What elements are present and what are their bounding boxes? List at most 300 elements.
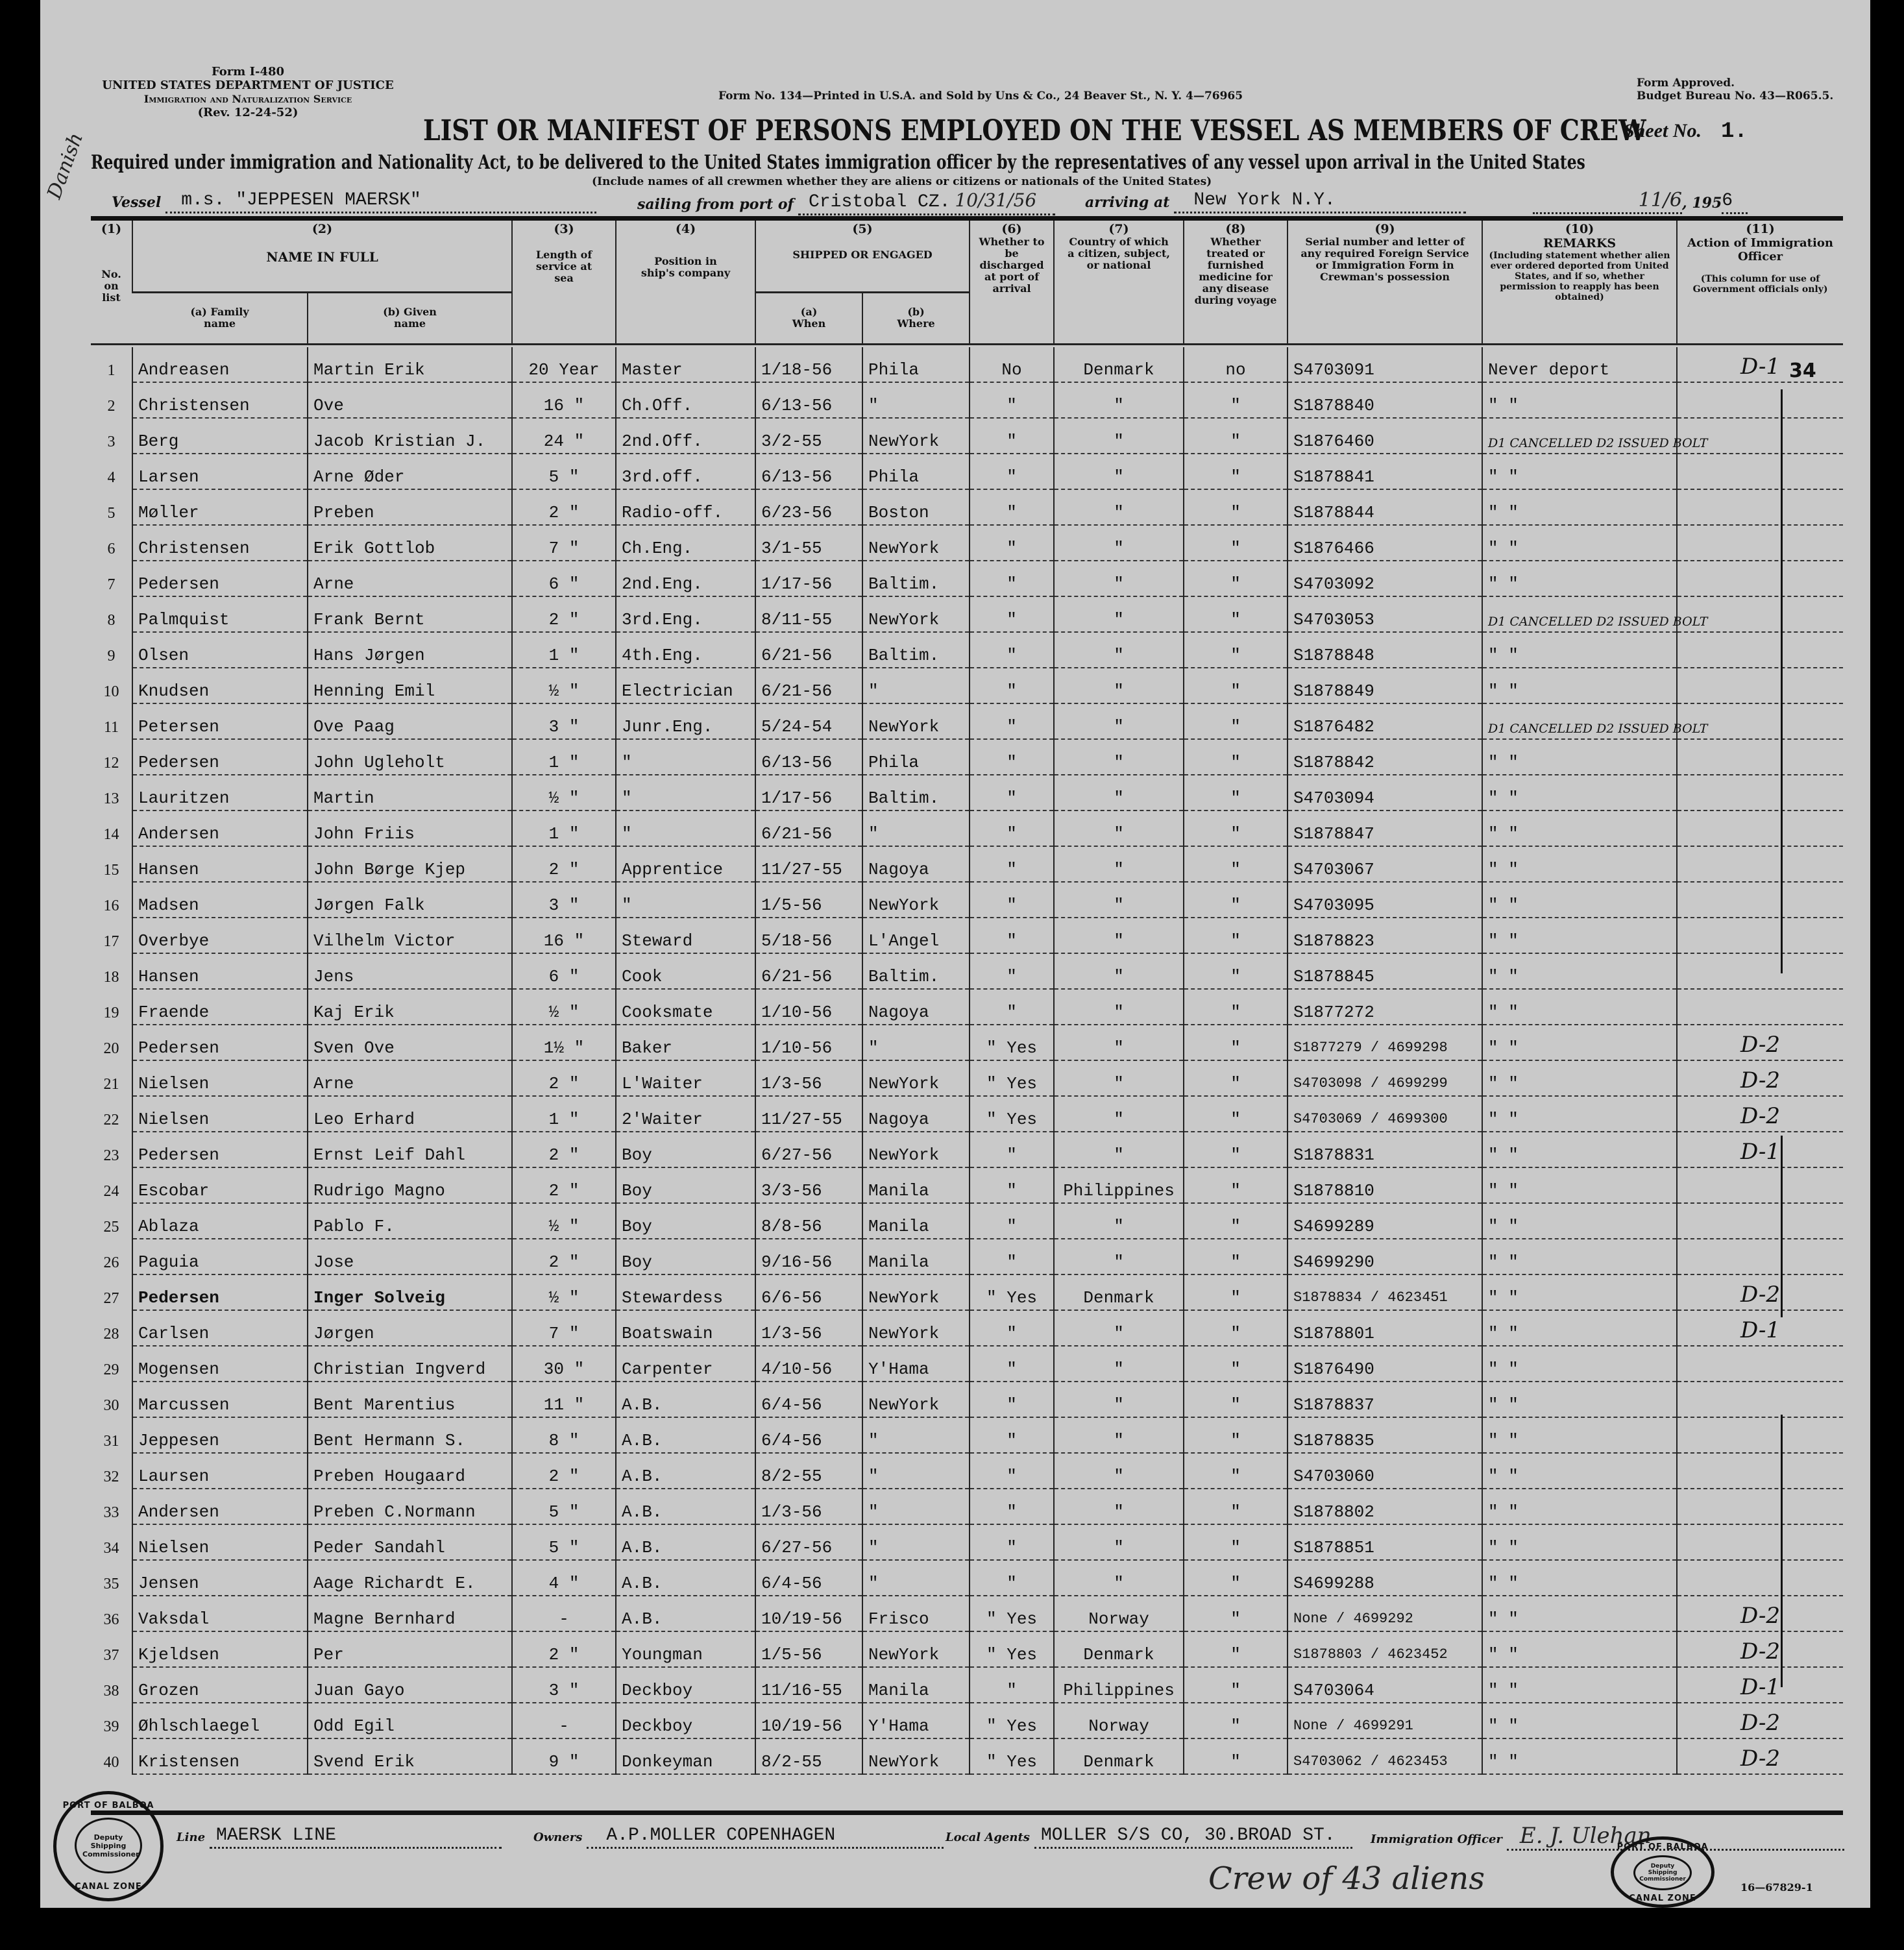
serial-number: S1878849 [1288, 668, 1482, 703]
remarks: D1 CANCELLED D2 ISSUED BOLT [1482, 596, 1677, 632]
given-name: Jens [308, 953, 512, 989]
officer-action [1677, 454, 1843, 489]
remarks: " " [1482, 561, 1677, 596]
family-name: Marcussen [132, 1382, 308, 1417]
crew-no: 40 [103, 1754, 119, 1771]
crew-no: 6 [107, 541, 116, 557]
service-length: 2 " [512, 1167, 616, 1203]
crew-no: 12 [103, 755, 119, 772]
discharged: " [970, 1417, 1054, 1453]
shipped-when: 6/23-56 [755, 489, 862, 525]
table-row [91, 1346, 1843, 1382]
discharged: " [970, 882, 1054, 918]
shipped-where: NewYork [862, 1274, 970, 1310]
officer-action [1677, 1489, 1843, 1524]
officer-action: D-2 [1677, 1060, 1843, 1096]
family-name: Berg [132, 418, 308, 454]
family-name: Knudsen [132, 668, 308, 703]
remarks: " " [1482, 454, 1677, 489]
given-name: Frank Bernt [308, 596, 512, 632]
service-length: 5 " [512, 1524, 616, 1560]
table-row [91, 703, 1843, 739]
officer-action [1677, 561, 1843, 596]
treated: " [1184, 1703, 1288, 1738]
treated: " [1184, 1560, 1288, 1596]
serial-number: None / 4699292 [1288, 1596, 1482, 1631]
serial-number: S4703060 [1288, 1453, 1482, 1489]
shipped-when: 8/8-56 [755, 1203, 862, 1239]
shipped-when: 11/16-55 [755, 1667, 862, 1703]
officer-action [1677, 489, 1843, 525]
vessel-value: m.s. "JEPPESEN MAERSK" [165, 189, 596, 213]
country: " [1054, 1346, 1184, 1382]
country: " [1054, 1417, 1184, 1453]
shipped-where: " [862, 1453, 970, 1489]
country: " [1054, 1453, 1184, 1489]
position: 2'Waiter [616, 1096, 755, 1132]
position: 2nd.Eng. [616, 561, 755, 596]
port-stamp-left [53, 1791, 164, 1901]
officer-action [1677, 810, 1843, 846]
family-name: Escobar [132, 1167, 308, 1203]
treated: " [1184, 1239, 1288, 1274]
family-name: Nielsen [132, 1096, 308, 1132]
table-row [91, 989, 1843, 1025]
shipped-where: Phila [862, 454, 970, 489]
table-row [91, 1631, 1843, 1667]
remarks: " " [1482, 882, 1677, 918]
arriving-port: New York N.Y. [1174, 189, 1466, 213]
page-title: LIST OR MANIFEST OF PERSONS EMPLOYED ON THE VESSEL AS MEMBERS OF CREW [423, 114, 1646, 147]
family-name: Overbye [132, 918, 308, 953]
country: " [1054, 810, 1184, 846]
table-row [91, 561, 1843, 596]
treated: " [1184, 1631, 1288, 1667]
shipped-when: 1/3-56 [755, 1060, 862, 1096]
discharged: " [970, 561, 1054, 596]
crew-no: 26 [103, 1254, 119, 1271]
given-name: Ernst Leif Dahl [308, 1132, 512, 1167]
treated: " [1184, 1132, 1288, 1167]
position: " [616, 810, 755, 846]
given-name: Inger Solveig [308, 1274, 512, 1310]
given-name: Martin Erik [308, 347, 512, 382]
sailing-label: sailing from port of [637, 196, 794, 213]
position: A.B. [616, 1524, 755, 1560]
shipped-where: Manila [862, 1239, 970, 1274]
shipped-where: Frisco [862, 1596, 970, 1631]
country: " [1054, 953, 1184, 989]
shipped-where: Boston [862, 489, 970, 525]
service-length: 2 " [512, 489, 616, 525]
service-length: 8 " [512, 1417, 616, 1453]
crew-no: 5 [107, 505, 116, 522]
discharged: " [970, 989, 1054, 1025]
remarks: D1 CANCELLED D2 ISSUED BOLT [1482, 703, 1677, 739]
discharged: " [970, 1346, 1054, 1382]
remarks: " " [1482, 1096, 1677, 1132]
officer-action [1677, 953, 1843, 989]
country: Norway [1054, 1596, 1184, 1631]
remarks: " " [1482, 1274, 1677, 1310]
service-length: 1 " [512, 632, 616, 668]
serial-number: S4699288 [1288, 1560, 1482, 1596]
serial-number: S1878840 [1288, 382, 1482, 418]
position: Boatswain [616, 1310, 755, 1346]
shipped-when: 6/4-56 [755, 1417, 862, 1453]
family-name: Petersen [132, 703, 308, 739]
col-given-header: (b) Given name [308, 292, 512, 344]
shipped-where: NewYork [862, 418, 970, 454]
treated: " [1184, 561, 1288, 596]
bracket-count: 34 [1789, 360, 1816, 382]
family-name: Pedersen [132, 1274, 308, 1310]
shipped-where: NewYork [862, 596, 970, 632]
officer-action [1677, 775, 1843, 810]
table-row [91, 668, 1843, 703]
shipped-where: NewYork [862, 703, 970, 739]
position: Baker [616, 1025, 755, 1060]
discharged: " Yes [970, 1631, 1054, 1667]
officer-action [1677, 1417, 1843, 1453]
form-code: 16—67829-1 [1740, 1881, 1813, 1894]
sheet-label: Sheet No. [1624, 120, 1702, 141]
discharged: " [970, 846, 1054, 882]
crew-no: 36 [103, 1611, 119, 1628]
shipped-where: Baltim. [862, 775, 970, 810]
remarks: " " [1482, 1239, 1677, 1274]
treated: " [1184, 810, 1288, 846]
remarks: " " [1482, 953, 1677, 989]
country: Philippines [1054, 1667, 1184, 1703]
country: " [1054, 1310, 1184, 1346]
arrival-date-field: 11/6, 1956 [1533, 189, 1748, 214]
table-row [91, 1096, 1843, 1132]
table-row [91, 1667, 1843, 1703]
position: Deckboy [616, 1703, 755, 1738]
shipped-when: 6/27-56 [755, 1524, 862, 1560]
discharged: " [970, 1524, 1054, 1560]
country: " [1054, 882, 1184, 918]
port-stamp-right [1611, 1836, 1715, 1908]
serial-number: S4703062 / 4623453 [1288, 1738, 1482, 1774]
country: " [1054, 1132, 1184, 1167]
treated: " [1184, 1025, 1288, 1060]
shipped-when: 8/11-55 [755, 596, 862, 632]
discharged: " Yes [970, 1060, 1054, 1096]
shipped-where: " [862, 382, 970, 418]
treated: " [1184, 1489, 1288, 1524]
position: 2nd.Off. [616, 418, 755, 454]
discharged: " [970, 596, 1054, 632]
serial-number: None / 4699291 [1288, 1703, 1482, 1738]
given-name: Arne [308, 561, 512, 596]
country: " [1054, 1489, 1184, 1524]
arrival-year-suffix: 6 [1722, 190, 1748, 214]
treated: " [1184, 1524, 1288, 1560]
table-row [91, 1060, 1843, 1096]
serial-number: S1876490 [1288, 1346, 1482, 1382]
table-row [91, 347, 1843, 382]
position: L'Waiter [616, 1060, 755, 1096]
treated: no [1184, 347, 1288, 382]
col-serial-header: (9) Serial number and letter of any required Foreign Service or Immigration Form in Crewman's possession [1288, 221, 1482, 344]
treated: " [1184, 953, 1288, 989]
given-name: Vilhelm Victor [308, 918, 512, 953]
position: Ch.Eng. [616, 525, 755, 561]
officer-action [1677, 882, 1843, 918]
country: " [1054, 418, 1184, 454]
shipped-where: Nagoya [862, 989, 970, 1025]
officer-action [1677, 1453, 1843, 1489]
position: 3rd.off. [616, 454, 755, 489]
serial-number: S4703067 [1288, 846, 1482, 882]
country: " [1054, 561, 1184, 596]
table-row [91, 846, 1843, 882]
crew-no: 2 [107, 398, 116, 415]
discharged: " [970, 918, 1054, 953]
service-length: 16 " [512, 918, 616, 953]
position: Stewardess [616, 1274, 755, 1310]
header-rule [91, 216, 1843, 221]
family-name: Carlsen [132, 1310, 308, 1346]
treated: " [1184, 1274, 1288, 1310]
shipped-where: Nagoya [862, 1096, 970, 1132]
officer-action: D-2 [1677, 1738, 1843, 1774]
country: " [1054, 739, 1184, 775]
officer-action [1677, 1167, 1843, 1203]
shipped-where: " [862, 1524, 970, 1560]
service-length: 1 " [512, 1096, 616, 1132]
discharged: " [970, 953, 1054, 989]
shipped-when: 11/27-55 [755, 1096, 862, 1132]
table-row [91, 1274, 1843, 1310]
agents-field [946, 1825, 1352, 1849]
treated: " [1184, 1346, 1288, 1382]
table-row [91, 1524, 1843, 1560]
serial-number: S1878802 [1288, 1489, 1482, 1524]
given-name: Henning Emil [308, 668, 512, 703]
family-name: Hansen [132, 846, 308, 882]
crew-no: 1 [107, 362, 116, 379]
officer-action: D-2 [1677, 1096, 1843, 1132]
family-name: Øhlschlaegel [132, 1703, 308, 1738]
remarks: " " [1482, 489, 1677, 525]
treated: " [1184, 1596, 1288, 1631]
table-row [91, 775, 1843, 810]
country: " [1054, 703, 1184, 739]
shipped-where: Baltim. [862, 632, 970, 668]
family-name: Møller [132, 489, 308, 525]
serial-number: S4703094 [1288, 775, 1482, 810]
table-row [91, 810, 1843, 846]
col-family-header: (a) Family name [132, 292, 308, 344]
crew-no: 29 [103, 1361, 119, 1378]
position: A.B. [616, 1596, 755, 1631]
serial-number: S1878837 [1288, 1382, 1482, 1417]
service-length: - [512, 1596, 616, 1631]
remarks: " " [1482, 1560, 1677, 1596]
table-row [91, 1489, 1843, 1524]
approved-line1: Form Approved. [1637, 77, 1735, 90]
shipped-when: 6/13-56 [755, 382, 862, 418]
treated: " [1184, 918, 1288, 953]
discharged: " [970, 525, 1054, 561]
remarks: " " [1482, 775, 1677, 810]
country: " [1054, 382, 1184, 418]
serial-number: S4703053 [1288, 596, 1482, 632]
given-name: Kaj Erik [308, 989, 512, 1025]
crew-no: 28 [103, 1326, 119, 1343]
serial-number: S1877279 / 4699298 [1288, 1025, 1482, 1060]
given-name: Sven Ove [308, 1025, 512, 1060]
col-remarks-header: (10) REMARKS (Including statement whether alien ever ordered deported from United States, and if so, whether permission to reapply has been obtained) [1482, 221, 1677, 344]
service-length: 30 " [512, 1346, 616, 1382]
family-name: Grozen [132, 1667, 308, 1703]
position: Cooksmate [616, 989, 755, 1025]
given-name: John Børge Kjep [308, 846, 512, 882]
discharged: " [970, 489, 1054, 525]
officer-action: D-1 [1677, 347, 1843, 382]
service-length: 2 " [512, 1631, 616, 1667]
table-row [91, 1239, 1843, 1274]
service-length: 2 " [512, 1239, 616, 1274]
service-length: 2 " [512, 1060, 616, 1096]
family-name: Kristensen [132, 1738, 308, 1774]
shipped-when: 4/10-56 [755, 1346, 862, 1382]
shipped-where: Baltim. [862, 561, 970, 596]
shipped-when: 1/17-56 [755, 561, 862, 596]
shipped-when: 8/2-55 [755, 1738, 862, 1774]
remarks: " " [1482, 846, 1677, 882]
remarks: " " [1482, 1417, 1677, 1453]
discharged: " Yes [970, 1274, 1054, 1310]
country: Philippines [1054, 1167, 1184, 1203]
family-name: Kjeldsen [132, 1631, 308, 1667]
shipped-where: Y'Hama [862, 1346, 970, 1382]
discharged: No [970, 347, 1054, 382]
shipped-where: " [862, 668, 970, 703]
service-length: 3 " [512, 1667, 616, 1703]
approved-line2: Budget Bureau No. 43—R065.5. [1637, 90, 1834, 103]
stamp-ring-top: PORT OF BALBOA [62, 1801, 154, 1810]
crew-no: 31 [103, 1433, 119, 1450]
service-length: 24 " [512, 418, 616, 454]
crew-no: 13 [103, 790, 119, 807]
discharged: " [970, 1667, 1054, 1703]
shipped-where: NewYork [862, 1060, 970, 1096]
shipped-when: 1/10-56 [755, 989, 862, 1025]
remarks: " " [1482, 1667, 1677, 1703]
officer-action [1677, 382, 1843, 418]
position: A.B. [616, 1489, 755, 1524]
family-name: Jeppesen [132, 1417, 308, 1453]
officer-action [1677, 1203, 1843, 1239]
discharged: " [970, 632, 1054, 668]
position: Boy [616, 1239, 755, 1274]
discharged: " [970, 1132, 1054, 1167]
treated: " [1184, 489, 1288, 525]
serial-number: S1878834 / 4623451 [1288, 1274, 1482, 1310]
crew-no: 4 [107, 469, 116, 486]
discharged: " [970, 703, 1054, 739]
col-where-header: (b) Where [862, 292, 970, 344]
shipped-when: 10/19-56 [755, 1703, 862, 1738]
position: Cook [616, 953, 755, 989]
remarks: " " [1482, 989, 1677, 1025]
stamp-center: Deputy Shipping Commissioner [82, 1833, 140, 1859]
given-name: Odd Egil [308, 1703, 512, 1738]
table-row [91, 1560, 1843, 1596]
shipped-when: 1/5-56 [755, 882, 862, 918]
given-name: Bent Marentius [308, 1382, 512, 1417]
sailing-port: Cristobal CZ. [809, 192, 951, 212]
crew-no: 19 [103, 1005, 119, 1021]
shipped-where: NewYork [862, 1382, 970, 1417]
vessel-field [112, 189, 596, 213]
shipped-where: NewYork [862, 1310, 970, 1346]
service-length: ½ " [512, 1203, 616, 1239]
shipped-where: Baltim. [862, 953, 970, 989]
shipped-when: 6/4-56 [755, 1560, 862, 1596]
given-name: Jørgen Falk [308, 882, 512, 918]
treated: " [1184, 703, 1288, 739]
arriving-field [1085, 189, 1466, 213]
service-length: 7 " [512, 1310, 616, 1346]
treated: " [1184, 1738, 1288, 1774]
serial-number: S1878841 [1288, 454, 1482, 489]
discharged: " [970, 1489, 1054, 1524]
remarks: " " [1482, 1382, 1677, 1417]
position: A.B. [616, 1560, 755, 1596]
discharged: " Yes [970, 1025, 1054, 1060]
remarks: Never deport [1482, 347, 1677, 382]
officer-action: D-2 [1677, 1596, 1843, 1631]
shipped-where: NewYork [862, 525, 970, 561]
family-name: Vaksdal [132, 1596, 308, 1631]
officer-action [1677, 1346, 1843, 1382]
arriving-label: arriving at [1085, 194, 1170, 211]
serial-number: S1878844 [1288, 489, 1482, 525]
service-length: 16 " [512, 382, 616, 418]
table-row [91, 1382, 1843, 1417]
crew-no: 8 [107, 612, 116, 629]
discharged: " [970, 668, 1054, 703]
treated: " [1184, 1417, 1288, 1453]
table-row [91, 454, 1843, 489]
agents-value: MOLLER S/S CO, 30.BROAD ST. [1034, 1825, 1352, 1849]
sailing-field [637, 189, 1055, 215]
shipped-when: 8/2-55 [755, 1453, 862, 1489]
officer-action [1677, 1382, 1843, 1417]
shipped-when: 1/10-56 [755, 1025, 862, 1060]
service-length: ½ " [512, 989, 616, 1025]
treated: " [1184, 1167, 1288, 1203]
given-name: Pablo F. [308, 1203, 512, 1239]
position: A.B. [616, 1382, 755, 1417]
serial-number: S1877272 [1288, 989, 1482, 1025]
crew-table [91, 221, 1843, 1775]
position: Carpenter [616, 1346, 755, 1382]
treated: " [1184, 418, 1288, 454]
position: Electrician [616, 668, 755, 703]
col-discharged-header: (6) Whether to be discharged at port of arrival [970, 221, 1054, 344]
arrival-year-prefix: 195 [1692, 195, 1722, 212]
shipped-where: Manila [862, 1167, 970, 1203]
country: Norway [1054, 1703, 1184, 1738]
shipped-where: Manila [862, 1203, 970, 1239]
discharged: " [970, 418, 1054, 454]
